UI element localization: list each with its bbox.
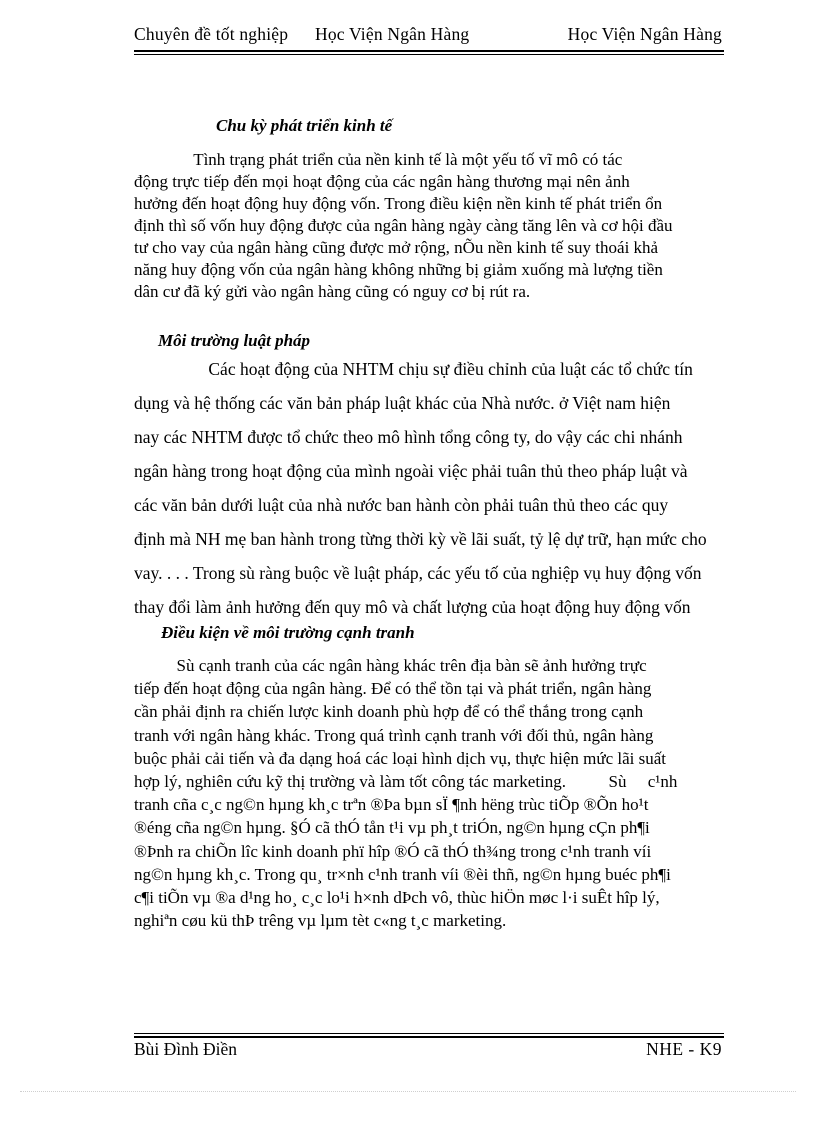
text-line: cần phải định ra chiến lược kinh doanh phù hợp để có thể thắng trong cạnh: [134, 702, 644, 722]
text-line: vay. . . . Trong sù ràng buộc về luật pháp, các yếu tố của nghiệp vụ huy động vốn: [134, 563, 702, 583]
header-rule-thin: [134, 54, 724, 55]
section-heading-legal-environment: Môi trường luật pháp: [158, 331, 311, 350]
text-line: Các hoạt động của NHTM chịu sự điều chỉnh của luật các tổ chức tín: [134, 359, 693, 379]
page-header: [134, 24, 722, 48]
page-bottom-dotted-border: [20, 1091, 796, 1092]
text-line: tranh với ngân hàng khác. Trong quá trình cạnh tranh với đối thủ, ngân hàng: [134, 725, 654, 745]
text-line: buộc phải cải tiến và đa dạng hoá các loại hình dịch vụ, thực hiện mức lãi suất: [134, 748, 667, 768]
text-line: Tình trạng phát triển của nền kinh tế là một yếu tố vĩ mô có tác: [134, 150, 623, 169]
text-line: định thì số vốn huy động được của ngân hàng ngày càng tăng lên và cơ hội đầu: [134, 216, 673, 235]
footer-class-code: NHE - K9: [646, 1039, 722, 1059]
text-line: năng huy động vốn của ngân hàng không những bị giảm xuống mà lượng tiền: [134, 260, 663, 279]
text-line: ®éng cña ng©n hµng. §Ó cã thÓ tån t¹i vµ ph¸t triÓn, ng©n hµng cÇn ph¶i: [134, 818, 650, 838]
text-line: ng©n hµng kh¸c. Trong qu¸ tr×nh c¹nh tranh víi ®èi thñ, ng©n hµng buéc ph¶i: [134, 864, 671, 884]
text-line: hợp lý, nghiên cứu kỹ thị trường và làm tốt công tác marketing. Sù c¹nh: [134, 771, 678, 791]
header-center-text: Học Viện Ngân Hàng: [315, 24, 470, 44]
footer-author: Bùi Đình Điền: [134, 1039, 238, 1059]
text-line: Sù cạnh tranh của các ngân hàng khác trên địa bàn sẽ ảnh hưởng trực: [134, 656, 647, 675]
text-line: dụng và hệ thống các văn bản pháp luật khác của Nhà nước. ở Việt nam hiện: [134, 393, 671, 413]
footer-rule: [134, 1036, 724, 1038]
text-line: dân cư đã ký gửi vào ngân hàng cũng có nguy cơ bị rút ra.: [134, 282, 531, 301]
section-body-competition: [134, 654, 752, 932]
section-heading-economic-cycle: Chu kỳ phát triển kinh tế: [216, 116, 393, 135]
footer-rule-thin: [134, 1033, 724, 1034]
text-line: tiếp đến hoạt động của ngân hàng. Để có thể tồn tại và phát triển, ngân hàng: [134, 679, 652, 699]
text-line: các văn bản dưới luật của nhà nước ban hành còn phải tuân thủ theo các quy: [134, 495, 669, 515]
text-line: nghiªn cøu kü thÞ trêng vµ lµm tèt c«ng t¸c marketing.: [134, 911, 507, 931]
text-line: định mà NH mẹ ban hành trong từng thời kỳ về lãi suất, tỷ lệ dự trữ, hạn mức cho: [134, 529, 707, 549]
text-line: tư cho vay của ngân hàng cũng được mở rộng, nÕu nền kinh tế suy thoái khả: [134, 238, 659, 257]
text-line: động trực tiếp đến mọi hoạt động của các ngân hàng thương mại nên ảnh: [134, 172, 630, 191]
text-line: ngân hàng trong hoạt động của mình ngoài việc phải tuân thủ theo pháp luật và: [134, 461, 688, 481]
text-line: tranh cña c¸c ng©n hµng kh¸c trªn ®Þa bµn sÏ ¶nh hëng trùc tiÕp ®Õn ho¹t: [134, 795, 649, 815]
text-line: ®Þnh ra chiÕn lîc kinh doanh phï hîp ®Ó cã thÓ th¾ng trong c¹nh tranh víi: [134, 841, 652, 861]
text-line: hưởng đến hoạt động huy động vốn. Trong điều kiện nền kinh tế phát triển ổn: [134, 194, 663, 213]
header-left-text: Chuyên đề tốt nghiệp: [134, 24, 289, 44]
text-line: thay đổi làm ảnh hưởng đến quy mô và chất lượng của hoạt động huy động vốn: [134, 597, 691, 617]
header-rule: [134, 50, 724, 52]
section-heading-competition: Điều kiện về môi trường cạnh tranh: [161, 623, 415, 642]
text-line: nay các NHTM được tổ chức theo mô hình tổng công ty, do vậy các chi nhánh: [134, 427, 683, 447]
section-body-legal-environment: [134, 352, 752, 624]
header-right-text: Học Viện Ngân Hàng: [567, 24, 722, 44]
text-line: c¶i tiÕn vµ ®a d¹ng ho¸ c¸c lo¹i h×nh dÞch vô, thùc hiÖn møc l·i suÊt hîp lý,: [134, 887, 660, 907]
section-body-economic-cycle: [134, 149, 752, 303]
